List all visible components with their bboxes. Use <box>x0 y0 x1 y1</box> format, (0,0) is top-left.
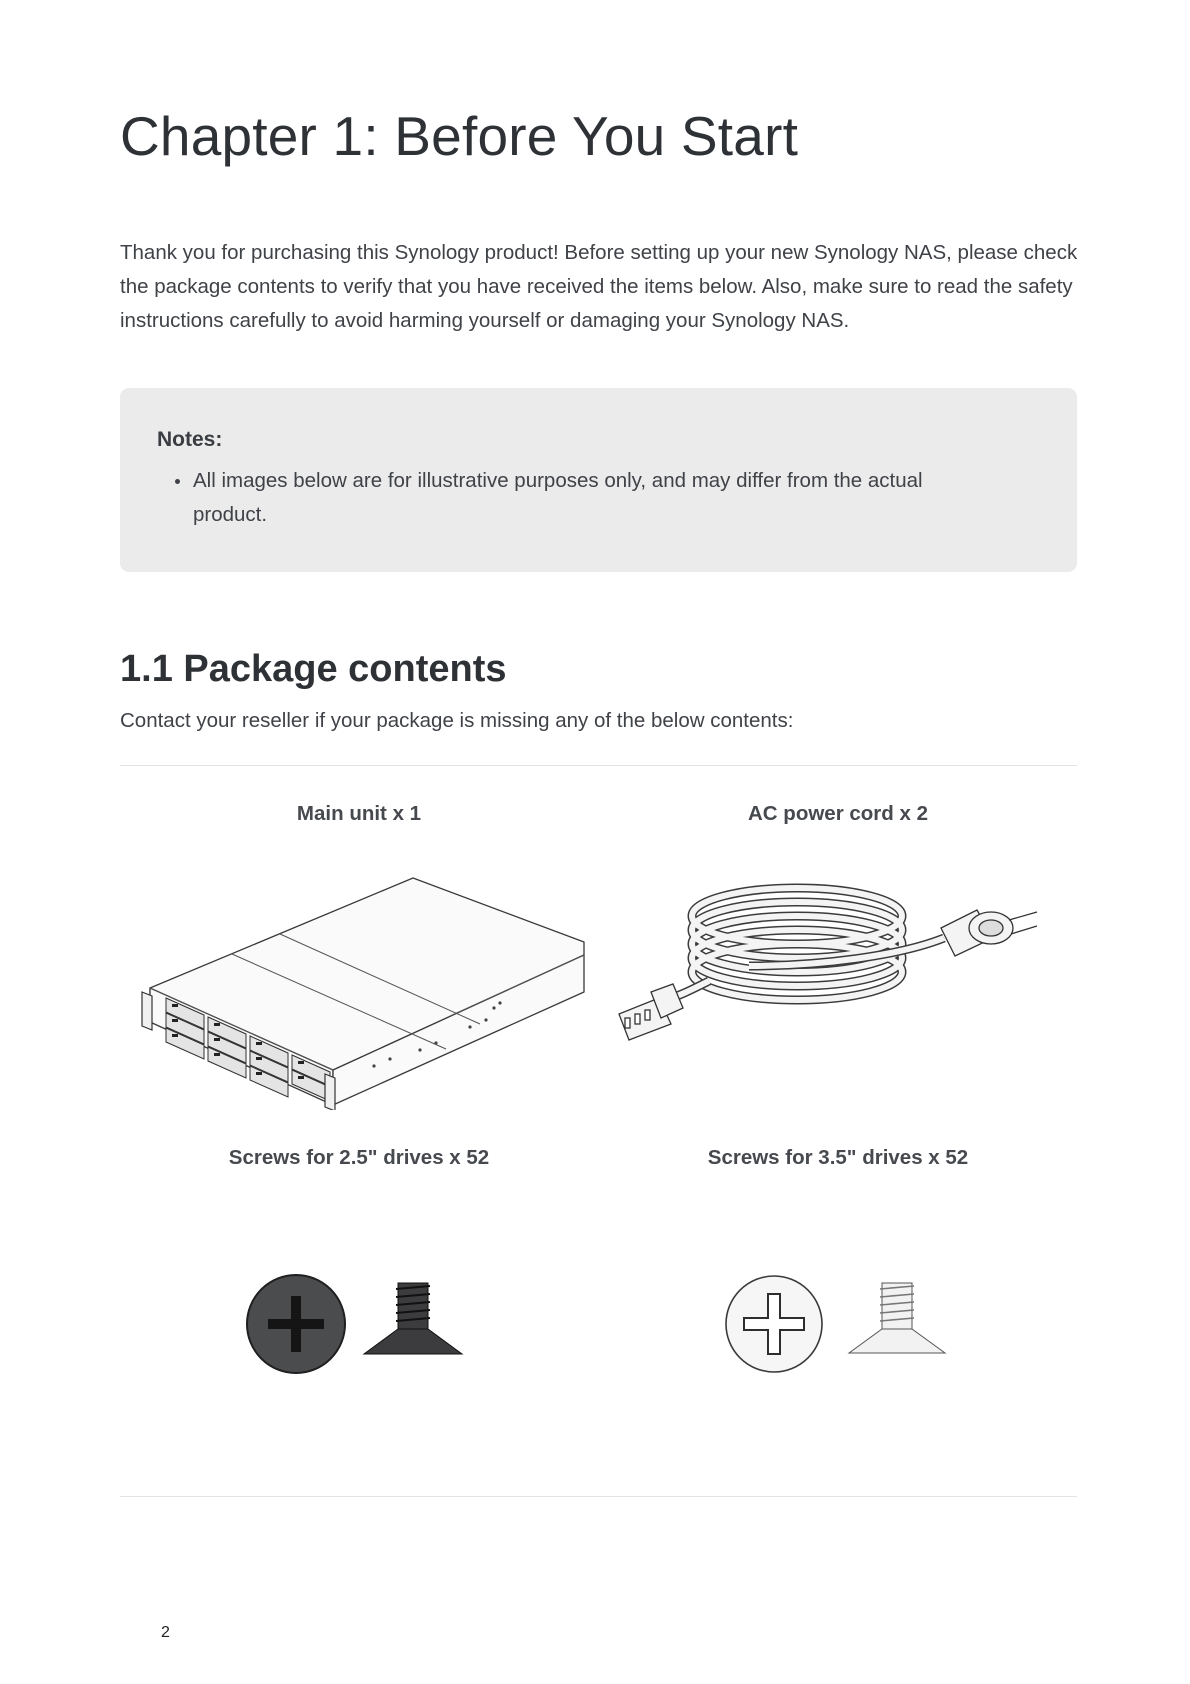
table-bottom-divider <box>120 1496 1077 1497</box>
section-title: 1.1 Package contents <box>120 648 507 690</box>
notes-heading: Notes: <box>157 428 223 451</box>
section-description: Contact your reseller if your package is missing any of the below contents: <box>120 709 794 732</box>
page-number: 2 <box>161 1624 170 1641</box>
chapter-title: Chapter 1: Before You Start <box>120 105 799 167</box>
package-item-screws-3-5 <box>599 1110 1077 1454</box>
notes-list <box>157 464 1041 532</box>
package-item-power-cord <box>599 766 1077 1110</box>
package-item-label: Screws for 2.5" drives x 52 <box>228 1146 490 1169</box>
package-item-label: AC power cord x 2 <box>748 802 928 825</box>
nas-main-unit-icon <box>120 846 598 1110</box>
intro-paragraph: Thank you for purchasing this Synology product! Before setting up your new Synology NAS, please check the package contents to verify that you have received the items below. Also, make sure to read the safety instructions carefully to avoid harming yourself or damaging your Synology NAS. <box>120 241 1078 332</box>
package-item-label: Screws for 3.5" drives x 52 <box>707 1146 969 1169</box>
package-contents-grid <box>120 766 1077 1491</box>
package-item-screws-2-5 <box>120 1110 598 1454</box>
notes-box <box>120 388 1077 572</box>
light-flat-head-screw-icon <box>599 1190 1077 1454</box>
package-item-label: Main unit x 1 <box>296 802 422 825</box>
ac-power-cord-icon <box>599 846 1077 1110</box>
dark-flat-head-screw-icon <box>120 1190 598 1454</box>
package-item-main-unit <box>120 766 598 1110</box>
notes-list-item: All images below are for illustrative purposes only, and may differ from the actual product. <box>193 464 1041 532</box>
